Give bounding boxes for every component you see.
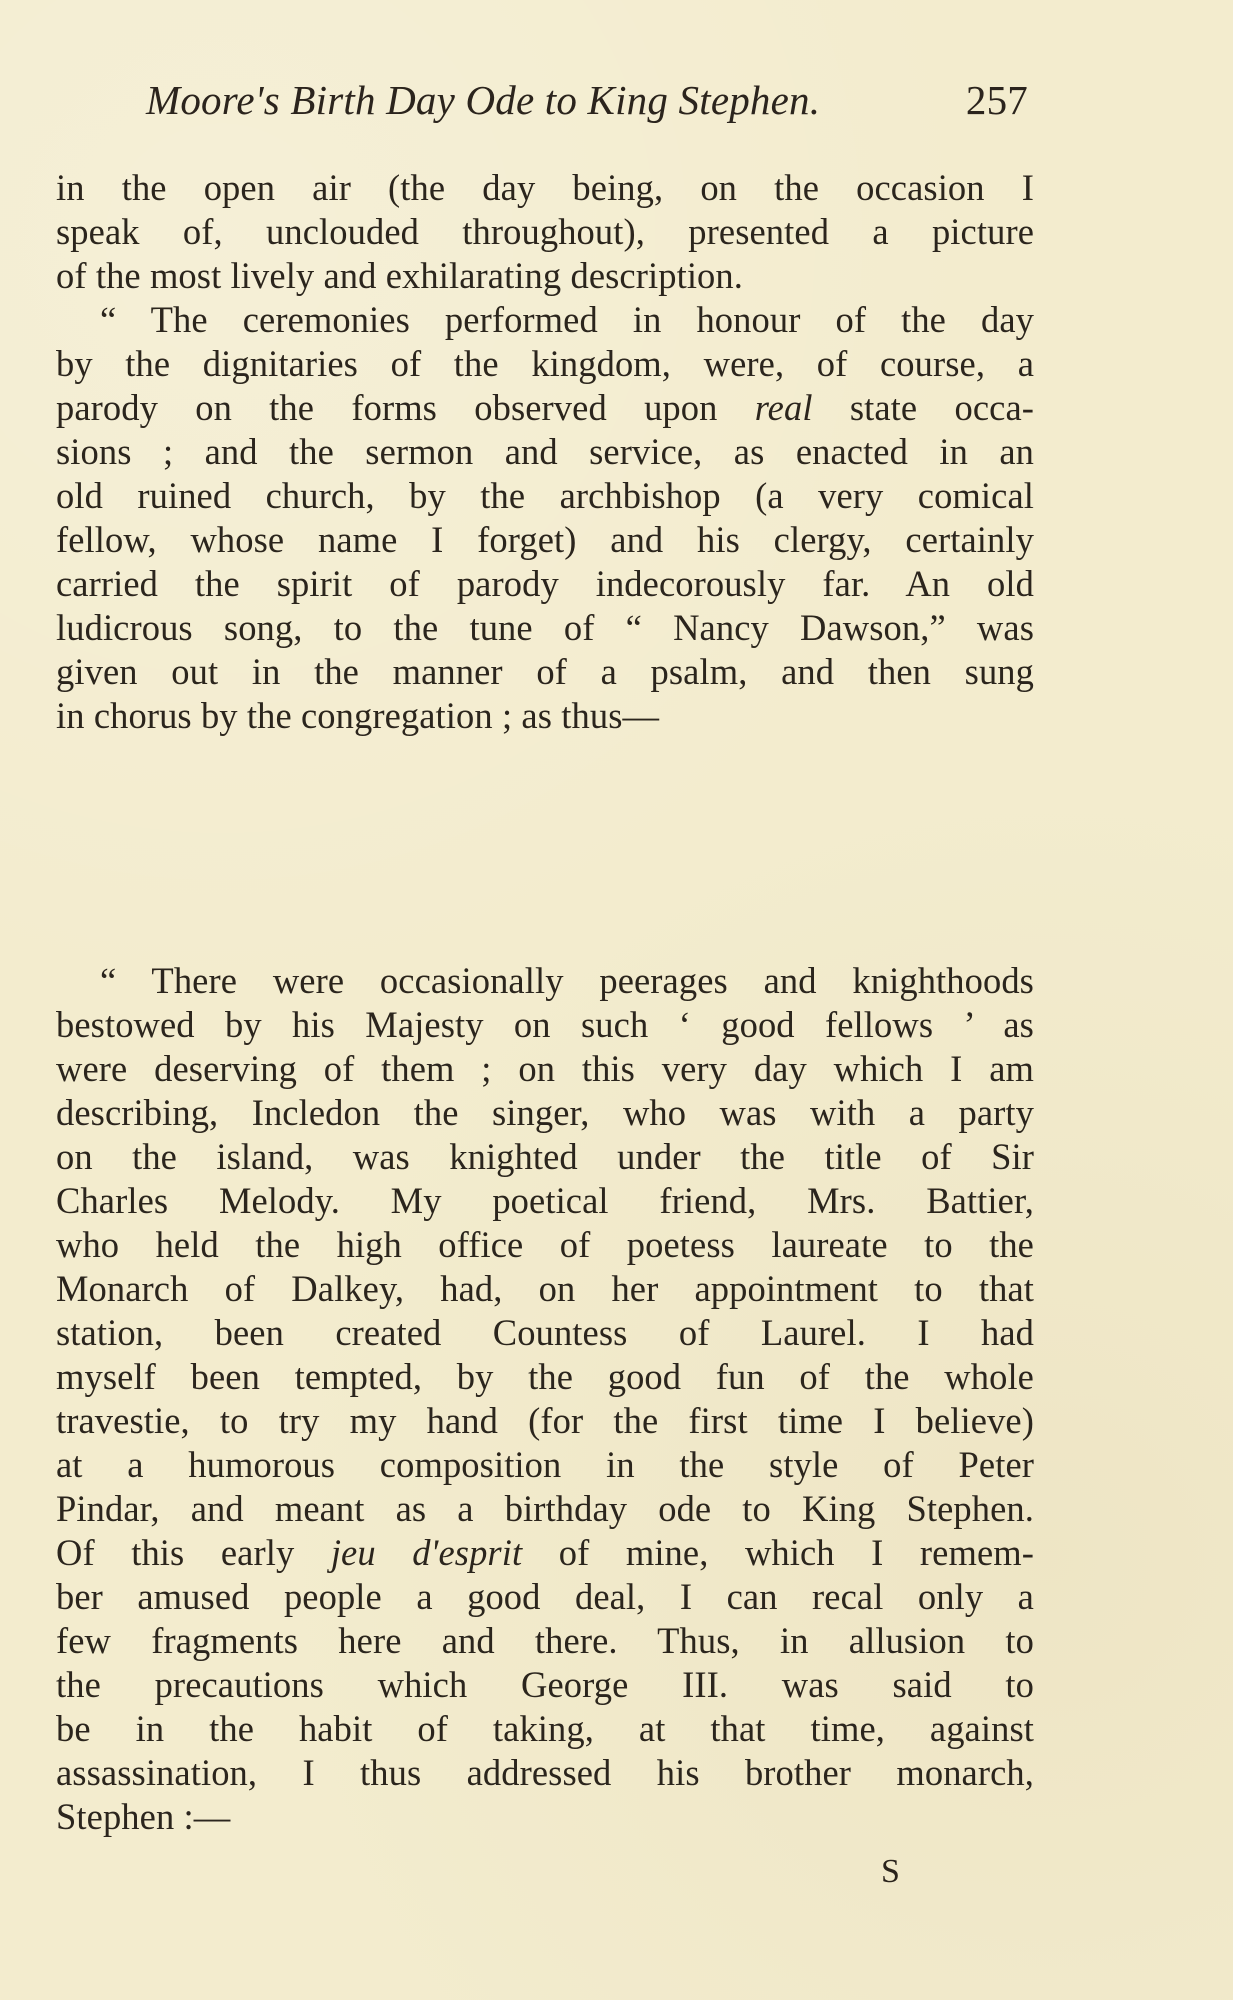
body-line: bestowed by his Majesty on such ‘ good fellows ’ as (56, 1004, 1034, 1045)
body-line-text: state occa- (812, 387, 1034, 428)
body-line: assassination, I thus addressed his brother monarch, (56, 1752, 1034, 1793)
body-line (56, 386, 1034, 430)
body-line: Stephen :— (56, 1796, 231, 1837)
body-line: of the most lively and exhilarating description. (56, 255, 743, 296)
body-line: old ruined church, by the archbishop (a very comical (56, 475, 1034, 516)
body-line: by the dignitaries of the kingdom, were, of course, a (56, 343, 1034, 384)
page-number: 257 (965, 77, 1028, 123)
body-line: in the open air (the day being, on the occasion I (56, 167, 1034, 208)
body-line: Monarch of Dalkey, had, on her appointment to that (56, 1268, 1034, 1309)
body-line: given out in the manner of a psalm, and then sung (56, 651, 1034, 692)
running-header (146, 72, 1028, 128)
body-line: myself been tempted, by the good fun of the whole (56, 1356, 1034, 1397)
running-title: Moore's Birth Day Ode to King Stephen. (146, 77, 821, 123)
body-line: fellow, whose name I forget) and his clergy, certainly (56, 519, 1034, 560)
body-line-text: of mine, which I remem- (522, 1532, 1034, 1573)
body-line: speak of, unclouded throughout), presented a picture (56, 211, 1034, 252)
body-line: describing, Incledon the singer, who was with a party (56, 1092, 1034, 1133)
body-line-text: parody on the forms observed upon (56, 387, 755, 428)
body-line: on the island, was knighted under the title of Sir (56, 1136, 1034, 1177)
body-line: sions ; and the sermon and service, as enacted in an (56, 431, 1034, 472)
body-line-text: Of this early (56, 1532, 331, 1573)
body-line: Charles Melody. My poetical friend, Mrs. Battier, (56, 1180, 1034, 1221)
body-line: Pindar, and meant as a birthday ode to King Stephen. (56, 1488, 1034, 1529)
body-line: carried the spirit of parody indecorously far. An old (56, 563, 1034, 604)
body-line: in chorus by the congregation ; as thus— (56, 695, 660, 736)
emphasized-phrase: jeu d'esprit (330, 1532, 523, 1573)
body-line: be in the habit of taking, at that time, against (56, 1708, 1034, 1749)
body-line: ludicrous song, to the tune of “ Nancy Dawson,” was (56, 607, 1034, 648)
body-line: “ There were occasionally peerages and knighthoods (100, 960, 1034, 1001)
emphasized-word: real (754, 387, 813, 428)
body-line: few fragments here and there. Thus, in allusion to (56, 1620, 1034, 1661)
body-line: “ The ceremonies performed in honour of the day (100, 299, 1034, 340)
signature-mark: S (881, 1853, 900, 1890)
body-line: the precautions which George III. was said to (56, 1664, 1034, 1705)
body-line: at a humorous composition in the style of Peter (56, 1444, 1034, 1485)
body-line: were deserving of them ; on this very day which I am (56, 1048, 1034, 1089)
body-line: who held the high office of poetess laureate to the (56, 1224, 1034, 1265)
body-line: station, been created Countess of Laurel. I had (56, 1312, 1034, 1353)
body-line: travestie, to try my hand (for the first time I believe) (56, 1400, 1034, 1441)
body-line: ber amused people a good deal, I can recal only a (56, 1576, 1034, 1617)
body-line (56, 1531, 1034, 1575)
